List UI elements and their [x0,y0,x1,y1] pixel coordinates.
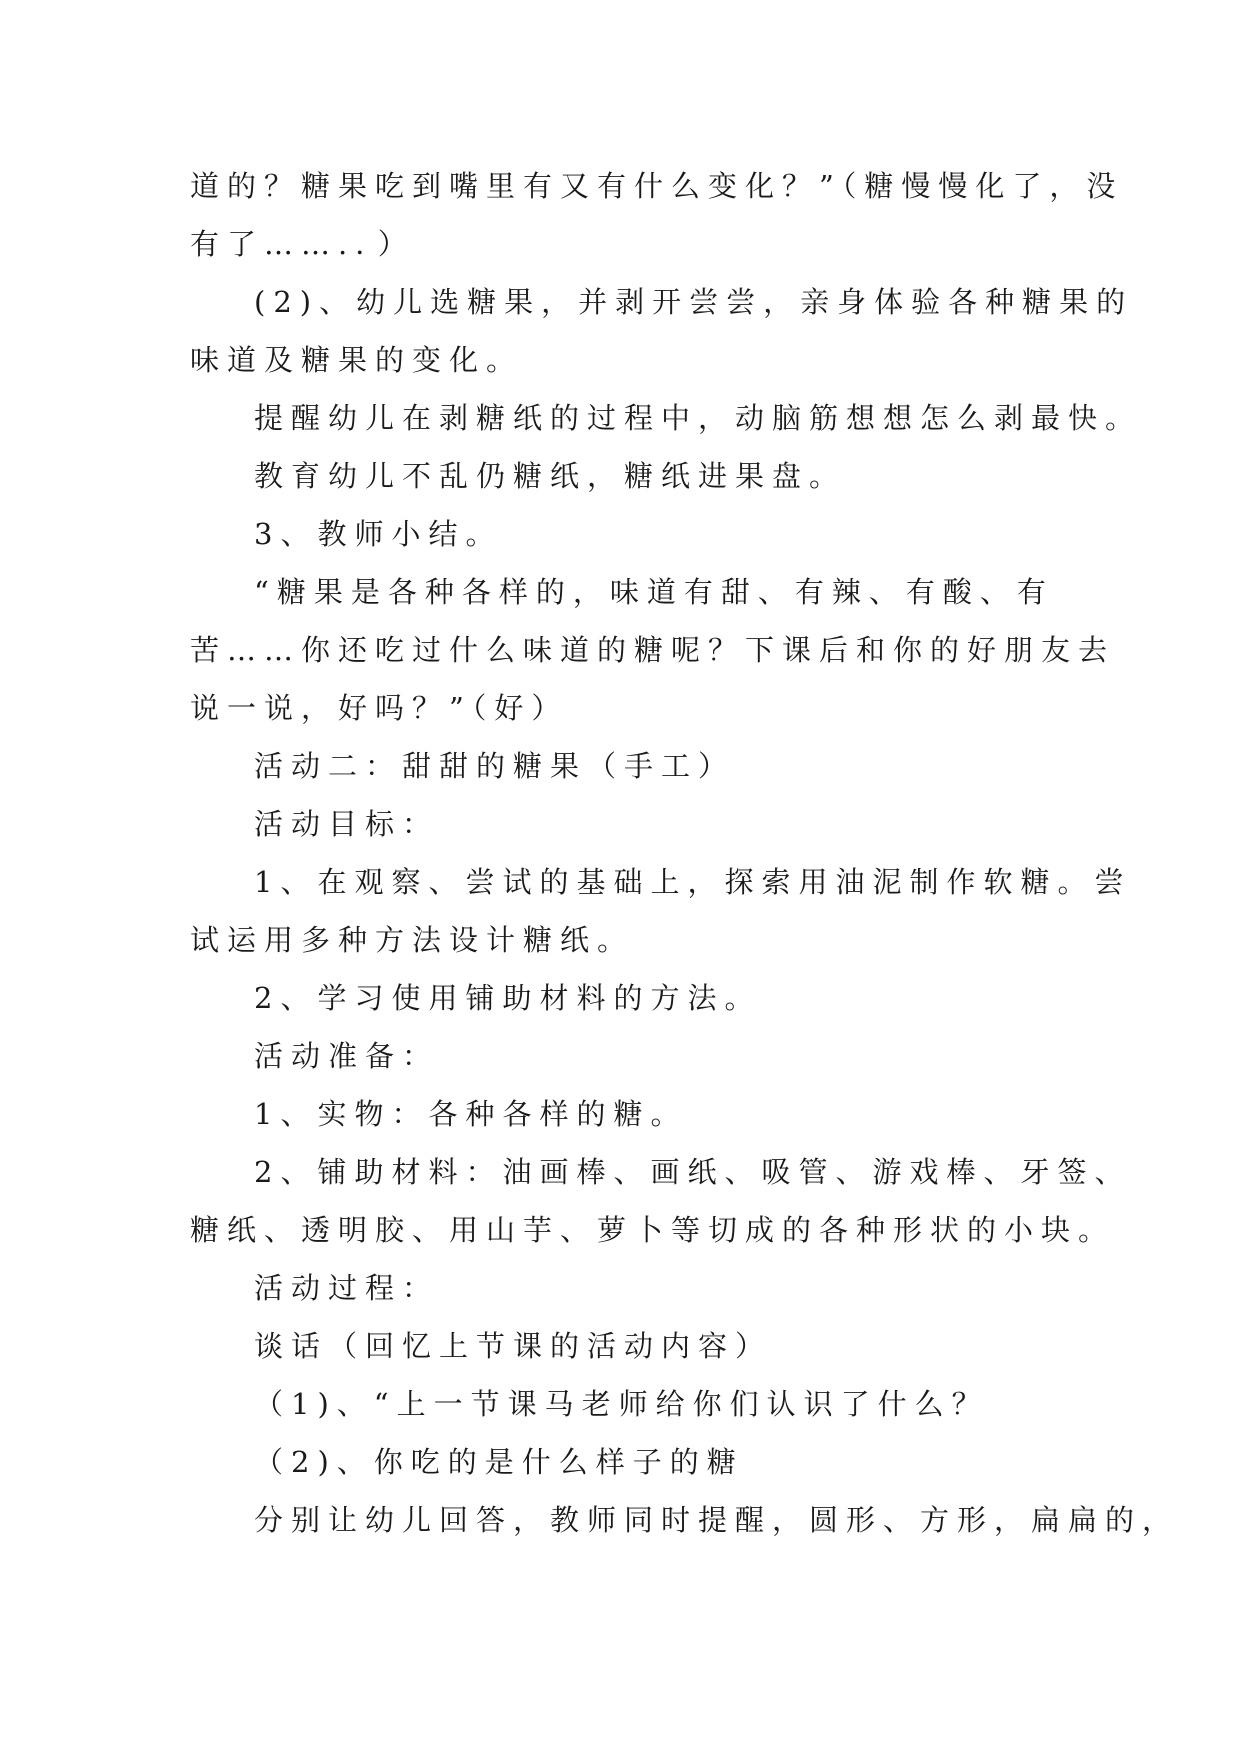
section-heading-preparation: 活动准备： [254,1039,440,1073]
text-line-1: 道的？糖果吃到嘴里有又有什么变化？”（糖慢慢化了，没 [190,169,1124,203]
text-line-2: 有了…….．） [190,227,415,261]
text-line-18: 2、铺助材料：油画棒、画纸、吸管、游戏棒、牙签、 [254,1155,1132,1189]
section-heading-activity-two: 活动二：甜甜的糖果（手工） [254,749,736,783]
text-line-22: （1)、“上一节课马老师给你们认识了什么？ [254,1387,989,1421]
text-line-23: （2)、你吃的是什么样子的糖 [254,1445,744,1479]
text-line-5: 提醒幼儿在剥糖纸的过程中，动脑筋想想怎么剥最快。 [254,401,1143,435]
text-line-24: 分别让幼儿回答，教师同时提醒，圆形、方形，扁扁的， [254,1503,1180,1537]
text-line-7: 3、教师小结。 [254,517,503,551]
text-line-3: (2)、幼儿选糖果，并剥开尝尝，亲身体验各种糖果的 [254,285,1134,319]
text-line-8: “糖果是各种各样的，味道有甜、有辣、有酸、有 [254,575,1054,609]
text-line-21: 谈话（回忆上节课的活动内容） [254,1329,773,1363]
section-heading-process: 活动过程： [254,1271,440,1305]
text-line-4: 味道及糖果的变化。 [190,343,524,377]
text-line-13: 1、在观察、尝试的基础上，探索用油泥制作软糖。尝 [254,865,1132,899]
text-line-6: 教育幼儿不乱仍糖纸，糖纸进果盘。 [254,459,847,493]
text-line-9: 苦……你还吃过什么味道的糖呢？下课后和你的好朋友去 [190,633,1116,667]
text-line-15: 2、学习使用铺助材料的方法。 [254,981,762,1015]
text-line-19: 糖纸、透明胶、用山芋、萝卜等切成的各种形状的小块。 [190,1213,1116,1247]
text-line-14: 试运用多种方法设计糖纸。 [190,923,635,957]
text-line-17: 1、实物：各种各样的糖。 [254,1097,688,1131]
text-line-10: 说一说，好吗？”（好） [190,691,569,725]
section-heading-goals: 活动目标： [254,807,440,841]
